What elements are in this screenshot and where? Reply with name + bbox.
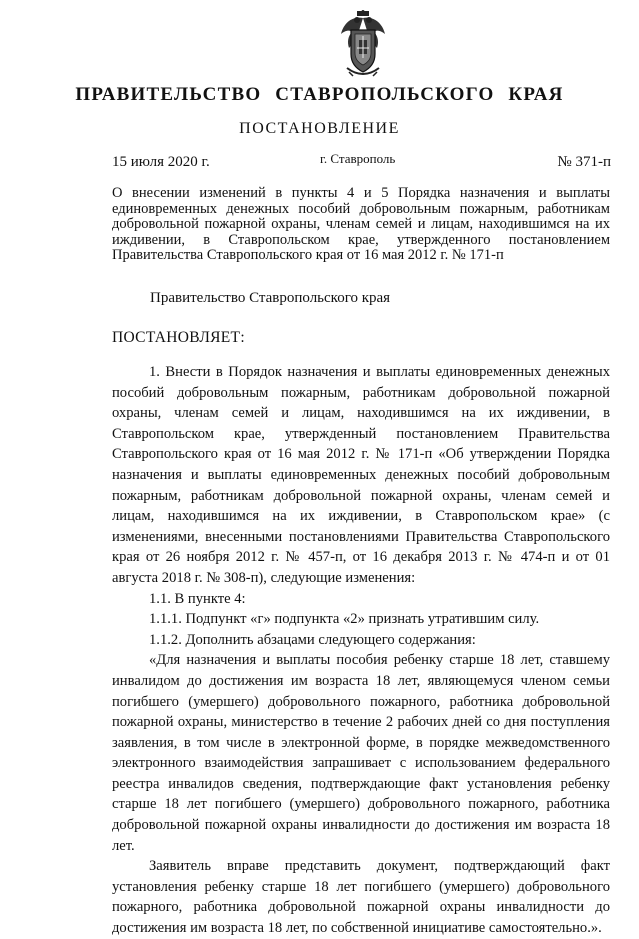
document-body [112, 362, 610, 939]
document-subject: О внесении изменений в пункты 4 и 5 Порядка назначения и выплаты единовременных денежных пособий добровольным пожарным, работникам добровольной пожарной охраны, членам семей и лицам, находившимся на их иждивении, в Ставропольском крае, утвержденного постановлением Правительства Ставропольского края от 16 мая 2012 г. № 171-п [112, 185, 610, 263]
paragraph-1: 1. Внести в Порядок назначения и выплаты единовременных денежных пособий добровольным пожарным, работникам добровольной пожарной охраны, членам семей и лицам, находившимся на их иждивении, в Ставропольском крае, утвержденный постановлением Правительства Ставропольского края от 16 мая 2012 г. № 171-п «Об утверждении Порядка назначения и выплаты единовременных денежных пособий добровольным пожарным, работникам добровольной пожарной охраны, членам семей и лицам, находившимся на их иждивении, в Ставропольском крае» (с изменениями, внесенными постановлениями Правительства Ставропольского края от 26 ноября 2012 г. № 457-п, от 16 декабря 2013 г. № 474-п и от 01 августа 2018 г. № 308-п), следующие изменения: [112, 364, 610, 586]
issuing-authority: Правительство Ставропольского края [150, 290, 391, 306]
paragraph-1-1-2: 1.1.2. Дополнить абзацами следующего содержания: [149, 631, 476, 648]
paragraph-quote-2: Заявитель вправе представить документ, подтверждающий факт установления ребенку старше 18 лет погибшего (умершего) добровольного пожарного, работника добровольной пожарной охраны инвалидности до достижения им возраста 18 лет, по собственной инициативе самостоятельно.». [112, 858, 610, 937]
document-date: 15 июля 2020 г. [112, 154, 210, 170]
coat-of-arms-icon [338, 10, 388, 78]
document-number: № 371-п [557, 154, 611, 170]
paragraph-quote-1: «Для назначения и выплаты пособия ребенку старше 18 лет, ставшему инвалидом до достижения им возраста 18 лет, являющемуся членом семьи погибшего (умершего) добровольного пожарного, работника добровольной пожарной охраны, министерство в течение 2 рабочих дней со дня поступления заявления, в том числе в электронной форме, в порядке межведомственного электронного взаимодействия запрашивает с использованием федерального реестра инвалидов сведения, подтверждающие факт установления ребенку старше 18 лет погибшего (умершего) добровольного пожарного, работника добровольной пожарной охраны инвалидности до достижения им возраста 18 лет. [112, 652, 610, 854]
government-title: ПРАВИТЕЛЬСТВО СТАВРОПОЛЬСКОГО КРАЯ [75, 84, 564, 105]
document-city: г. Ставрополь [320, 151, 396, 166]
paragraph-1-1: 1.1. В пункте 4: [149, 590, 246, 607]
resolution-heading: ПОСТАНОВЛЯЕТ: [112, 329, 245, 346]
document-type: ПОСТАНОВЛЕНИЕ [239, 120, 400, 137]
paragraph-1-1-1: 1.1.1. Подпункт «г» подпункта «2» признать утратившим силу. [149, 611, 540, 628]
